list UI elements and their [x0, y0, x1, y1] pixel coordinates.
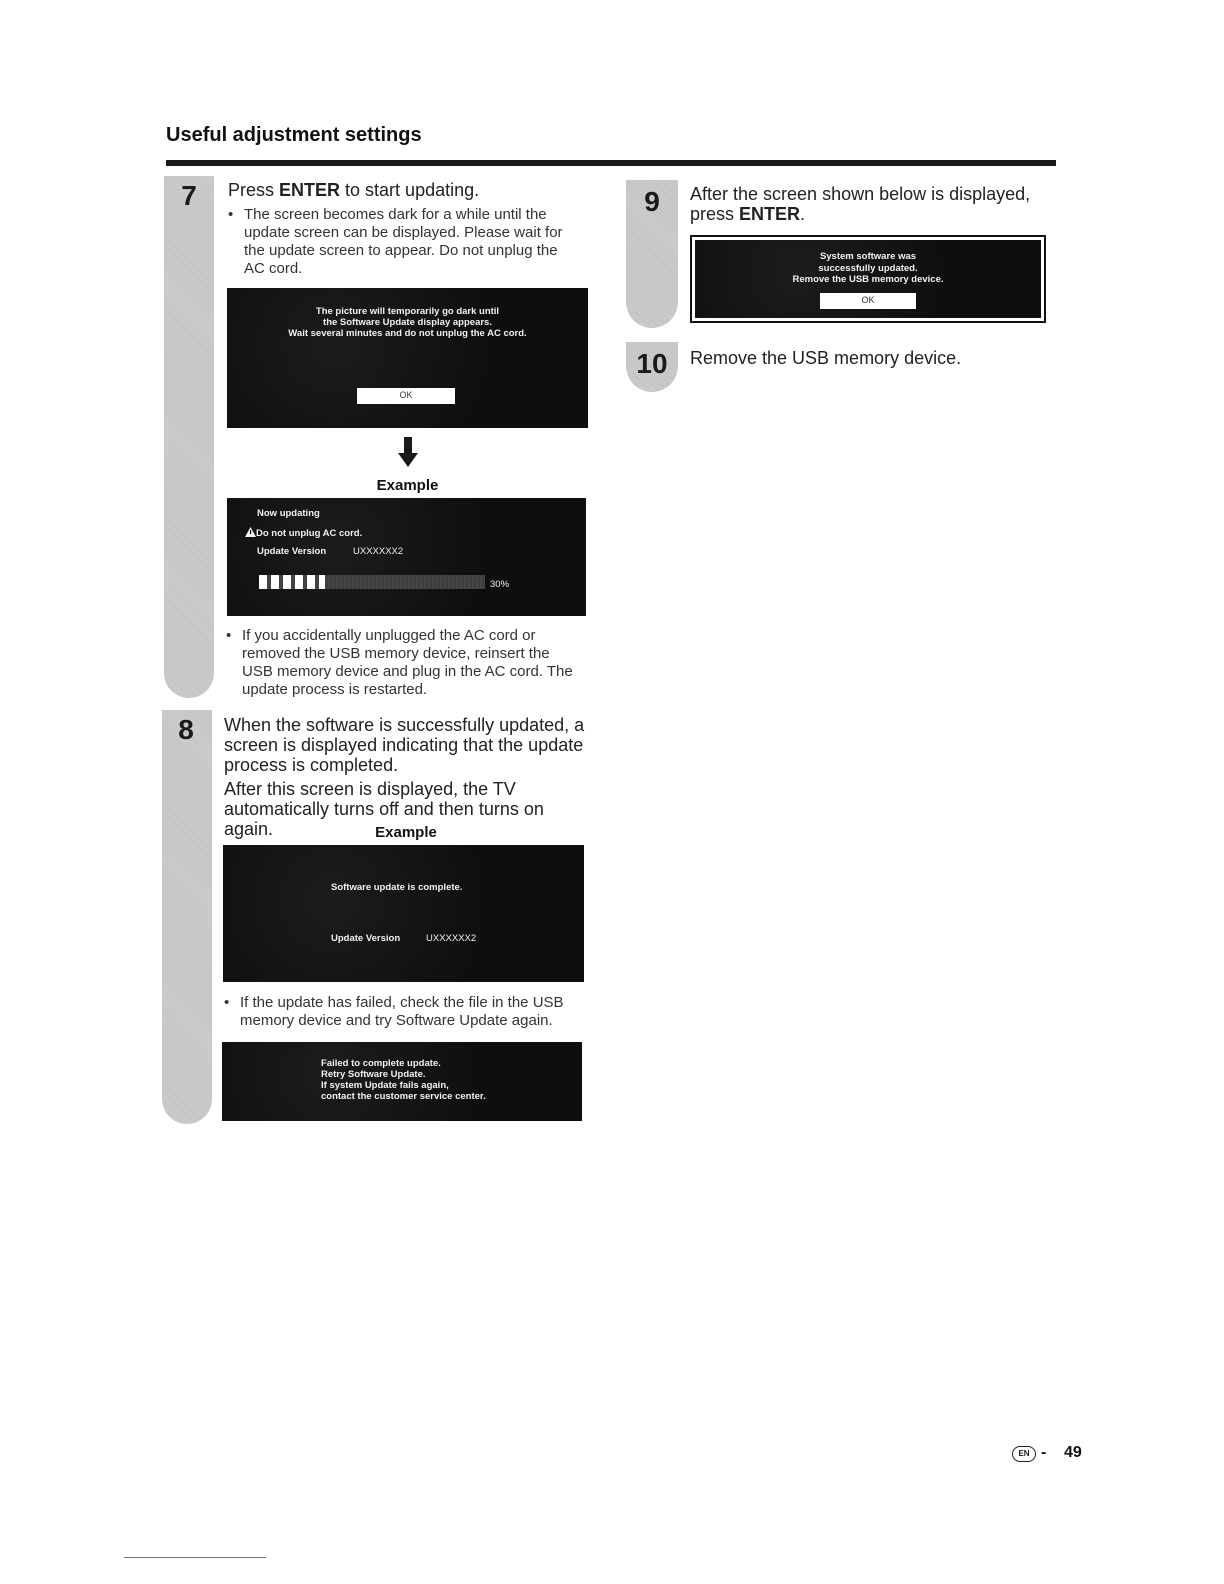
header-rule [166, 160, 1056, 166]
update-success-message [692, 251, 1044, 286]
update-failed-message [321, 1058, 486, 1102]
step-7-lead [228, 180, 588, 200]
update-version-value: UXXXXXX2 [426, 933, 477, 944]
step-9-lead-prefix: After the screen shown below is displayed, press [690, 184, 1031, 224]
tv-screen-line: The picture will temporarily go dark until [315, 306, 500, 317]
tv-screen-update-failed [222, 1042, 582, 1121]
progress-segment [283, 575, 291, 589]
tv-screen-update-success [690, 235, 1046, 323]
update-version-label: Update Version [331, 933, 401, 944]
progress-segment [319, 575, 325, 589]
step-8-lead-1: When the software is successfully updated, a screen is displayed indicating that the update process is completed. [224, 715, 585, 775]
tv-screen-line: System software was [819, 251, 917, 262]
ok-button[interactable]: OK [357, 388, 455, 404]
progress-segment [295, 575, 303, 589]
progress-percent: 30% [490, 579, 510, 590]
progress-segment [271, 575, 279, 589]
tv-screen-line: Remove the USB memory device. [792, 274, 944, 285]
step-9-lead-bold: ENTER [739, 204, 801, 224]
tv-screen-line: If system Update fails again, [321, 1080, 449, 1091]
update-complete-message: Software update is complete. [331, 882, 463, 893]
tv-screen-updating [227, 498, 586, 616]
bullet-icon: • [226, 627, 232, 644]
tv-screen-dark-warning [227, 288, 588, 428]
down-arrow-icon [398, 437, 418, 467]
tv-screen-line: contact the customer service center. [321, 1091, 486, 1102]
update-version-value: UXXXXXX2 [353, 546, 404, 557]
step-8-note-1-text: If the update has failed, check the file in the USB memory device and try Software Update again. [240, 994, 564, 1029]
unplug-warning [245, 527, 362, 539]
tv-screen-line: successfully updated. [818, 262, 918, 274]
step-7-note-1 [228, 206, 580, 278]
example-label: Example [376, 477, 439, 494]
tv-screen-line: Retry Software Update. [321, 1069, 426, 1080]
step-8-number: 8 [178, 714, 194, 745]
step-7-note-1-text: The screen becomes dark for a while until the update screen can be displayed. Please wait for the update screen to appear. Do not unplug the AC cord. [244, 206, 563, 277]
step-7-note-2 [226, 627, 576, 699]
step-8-lead-2: After this screen is displayed, the TV automatically turns off and then turns on again. [224, 779, 544, 839]
example-label: Example [375, 824, 437, 841]
update-progress-bar [259, 575, 485, 589]
unplug-warning-text: Do not unplug AC cord. [256, 528, 363, 539]
step-9-number: 9 [644, 186, 660, 217]
step-7-number: 7 [181, 180, 197, 211]
progress-segment [307, 575, 315, 589]
step-7-lead-bold: ENTER [279, 180, 341, 200]
tv-screen-message [227, 306, 588, 339]
bullet-icon: • [228, 206, 234, 223]
step-7-note-2-text: If you accidentally unplugged the AC cord or removed the USB memory device, reinsert the USB memory device and plug in the AC cord. The update process is restarted. [242, 627, 573, 698]
tv-screen-line: the Software Update display appears. [323, 317, 492, 328]
step-7-lead-suffix: to start updating. [340, 180, 480, 200]
tv-screen-line: Wait several minutes and do not unplug the AC cord. [288, 328, 527, 339]
update-version-label: Update Version [257, 546, 327, 557]
step-9-lead [690, 184, 1050, 224]
tv-screen-update-complete [223, 845, 584, 982]
step-10-number: 10 [636, 348, 668, 379]
step-9-lead-suffix: . [800, 204, 806, 224]
ok-button[interactable]: OK [820, 293, 916, 309]
step-7-lead-prefix: Press [228, 180, 280, 200]
bullet-icon: • [224, 994, 230, 1011]
warning-icon [245, 527, 256, 537]
language-badge: EN [1012, 1446, 1036, 1462]
page-number: 49 [1064, 1444, 1082, 1461]
section-title: Useful adjustment settings [166, 124, 422, 146]
page-number-separator: - [1041, 1444, 1047, 1461]
step-7-bar [164, 176, 214, 698]
progress-segment [259, 575, 267, 589]
step-8-note-1 [224, 994, 584, 1030]
tv-screen-line: Failed to complete update. [321, 1058, 441, 1069]
bottom-link-line [124, 1557, 266, 1558]
step-10-lead: Remove the USB memory device. [690, 348, 962, 368]
updating-status: Now updating [257, 508, 320, 519]
step-8-bar [162, 710, 212, 1124]
